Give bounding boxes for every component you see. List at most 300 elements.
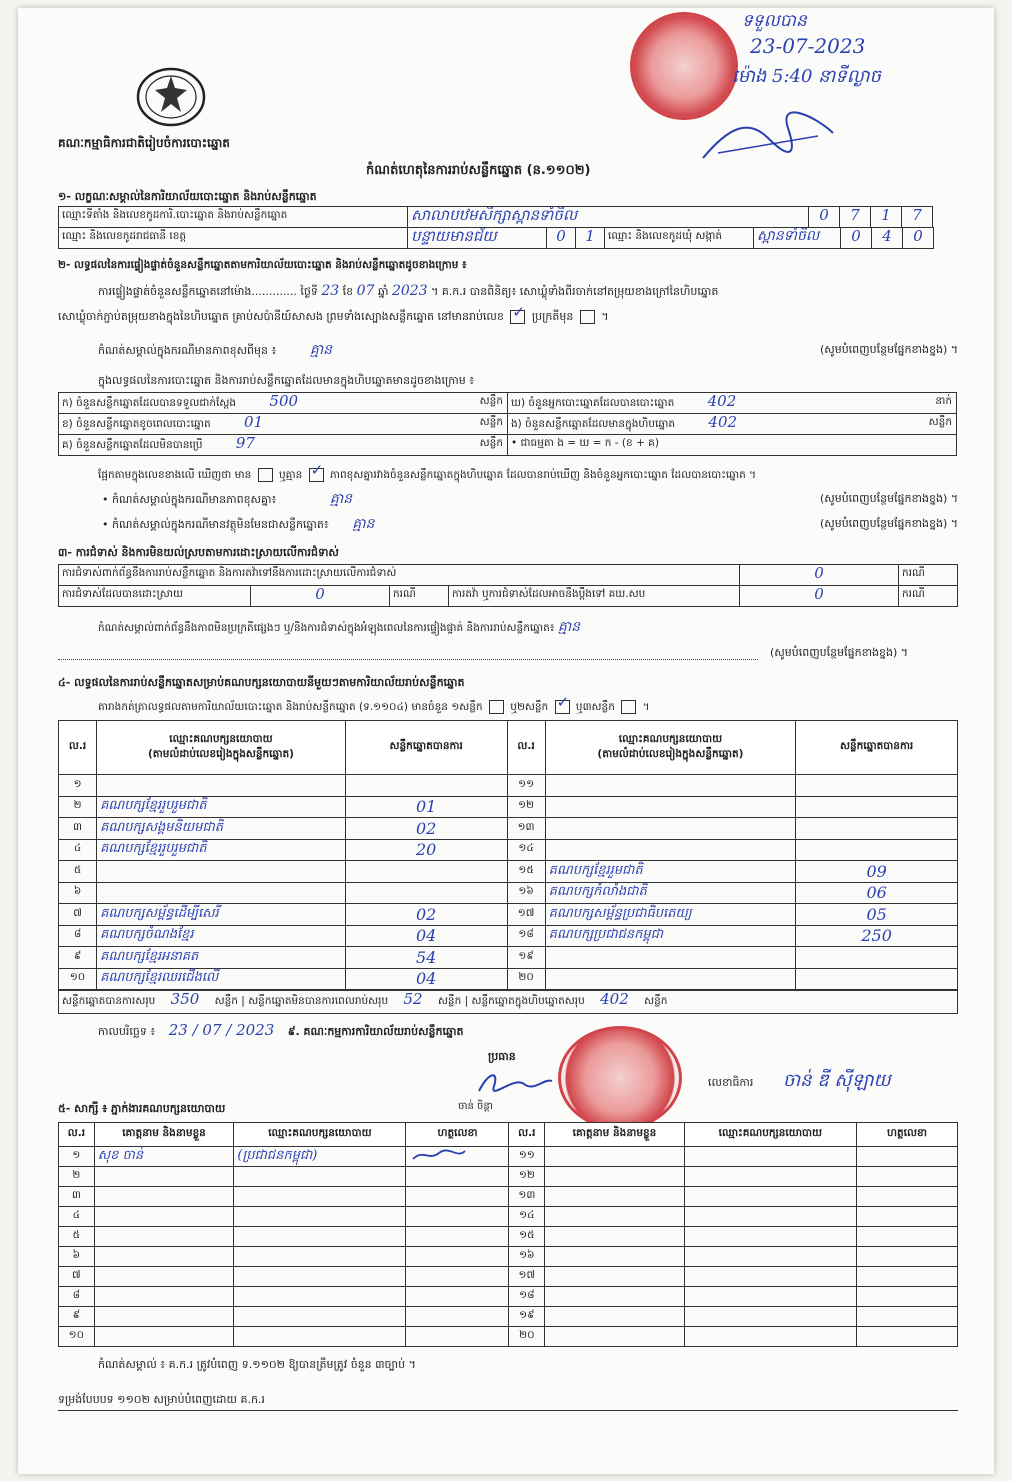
- w-col-sign-right: ហត្ថលេខា: [856, 1123, 957, 1147]
- s2-row-b: [58, 413, 508, 435]
- witness-no: ២: [59, 1167, 95, 1187]
- s2-p5-c: ភាពខុសគ្នារវាងចំនួនសន្លឹកឆ្នោតក្នុងហិបឆ្នោត ដែលបានរាប់ឃើញ និងចំនួនអ្នកបោះឆ្នោត ដែលបានបោះឆ្នោត ។: [330, 469, 757, 481]
- footer-rule: [58, 1410, 958, 1411]
- s4-total3-unit: សន្លឹក: [644, 995, 668, 1007]
- w-col-no-left: ល.រ: [59, 1123, 95, 1147]
- party-votes: [345, 775, 507, 797]
- col-party-right-title: ឈ្មោះគណបក្សនយោបាយ: [618, 732, 723, 745]
- party-name: [97, 861, 346, 883]
- party-name: [97, 775, 346, 797]
- s2-row-a-value: 500: [269, 392, 299, 410]
- s2-b1-text: • កំណត់សម្គាល់ក្នុងករណីមានភាពខុសគ្នា៖: [102, 493, 277, 506]
- stamp-note-time: ម៉ោង 5:40 នាទីល្ងាច: [732, 66, 881, 87]
- witness-party: [684, 1147, 856, 1167]
- party-votes: 09: [796, 861, 958, 883]
- witness-party: [684, 1167, 856, 1187]
- s4-total1-label: សន្លឹកឆ្នោតបានការសរុប: [62, 995, 156, 1007]
- witness-no: ២០: [509, 1327, 545, 1347]
- s2-p1-b: ខែ: [342, 285, 354, 298]
- s3-r1-value: 0: [739, 564, 899, 586]
- s3-r1-label: ការជំទាស់ពាក់ព័ន្ធនឹងការរាប់សន្លឹកឆ្នោត និងការតវ៉ាទៅនឹងការដោះស្រាយលើការជំទាស់: [58, 564, 740, 586]
- s1-code-4: 7: [901, 206, 933, 228]
- witness-party: [234, 1207, 406, 1227]
- witness-party: [684, 1287, 856, 1307]
- witness-no: ១២: [509, 1167, 545, 1187]
- row-no: ១៥: [507, 861, 545, 883]
- table-row: [59, 947, 958, 969]
- witness-no: ៦: [59, 1247, 95, 1267]
- s1-row1-value: សាលាបឋមសិក្សាស្ពានទាំចិល: [411, 206, 578, 224]
- s2-row-e-unit: សន្លឹក: [928, 416, 952, 428]
- witness-no: ៩: [59, 1307, 95, 1327]
- table-row: [59, 818, 958, 840]
- s3-r2-value2: 0: [739, 585, 899, 607]
- witness-signature: [856, 1287, 957, 1307]
- witness-party: [234, 1227, 406, 1247]
- witness-signature: [406, 1307, 509, 1327]
- section1-title: ១- លក្ខណៈសម្គាល់នៃការិយាល័យបោះឆ្នោត និងរាប់សន្លឹកឆ្នោត: [58, 190, 317, 203]
- witness-party: [234, 1247, 406, 1267]
- col-no-right: ល.រ: [507, 721, 545, 775]
- row-no: ៨: [59, 925, 97, 947]
- row-no: ៩: [59, 947, 97, 969]
- party-name: [545, 968, 796, 990]
- s1-row2-label: ឈ្មោះ និងលេខកូដរាជធានី ខេត្ត: [58, 227, 408, 249]
- s2-day: 23: [321, 283, 340, 299]
- w-col-party-left: ឈ្មោះគណបក្សនយោបាយ: [234, 1123, 406, 1147]
- s3-dotted-line: [58, 658, 758, 660]
- witness-name: [545, 1147, 685, 1167]
- s1-commune-code-2: 4: [871, 227, 903, 249]
- party-name: [545, 947, 796, 969]
- s2-abnormal-checkbox[interactable]: [580, 310, 595, 324]
- col-votes-left: សន្លឹកឆ្នោតបានការ: [345, 721, 507, 775]
- party-votes: [796, 775, 958, 797]
- party-results-table: [58, 720, 958, 990]
- section2-title: ២- លទ្ធផលនៃការផ្ទៀងផ្ទាត់ចំនួនសន្លឹកឆ្នោតតាមការិយាល័យបោះឆ្នោត និងរាប់សន្លឹកឆ្នោតដូចខាងក្រោម ៖: [58, 259, 467, 271]
- s1-row2-value: បន្ទាយមានជ័យ: [411, 227, 497, 245]
- s2-row-d-value: 402: [707, 392, 737, 410]
- official-seal: [630, 12, 738, 120]
- witness-party: [234, 1287, 406, 1307]
- s1-code-1: 0: [808, 206, 840, 228]
- witness-row: [59, 1187, 958, 1207]
- stamp-note-date: 23-07-2023: [750, 34, 866, 58]
- witness-signature: [856, 1147, 957, 1167]
- s4-total1-unit: សន្លឹក: [214, 995, 238, 1007]
- table-row: [59, 968, 958, 990]
- s3-note-value: គ្មាន: [557, 619, 581, 635]
- witness-no: ១៤: [509, 1207, 545, 1227]
- s2-formula: • ជាធម្មតា ង = ឃ = ក - (ខ + គ): [507, 434, 957, 456]
- row-no: ១៣: [507, 818, 545, 840]
- s1-province-code-2: 1: [575, 227, 605, 249]
- s2-row-b-value: 01: [244, 413, 264, 431]
- s2-p1-c: ឆ្នាំ: [377, 285, 389, 298]
- witness-row: [59, 1267, 958, 1287]
- w-col-no-right: ល.រ: [509, 1123, 545, 1147]
- s4-intro-text: តារាងកត់ត្រាលទ្ធផលតាមការិយាល័យបោះឆ្នោត និងរាប់សន្លឹកឆ្នោត (ទ.១១០៤) មានចំនួន ១សន្លឹក: [98, 701, 483, 713]
- party-votes: 04: [345, 968, 507, 990]
- witness-name: [545, 1187, 685, 1207]
- party-votes: [796, 818, 958, 840]
- table-row: [59, 775, 958, 797]
- party-name: គណបក្សសង្គមនិយមជាតិ: [97, 818, 346, 840]
- witness-no: ១៥: [509, 1227, 545, 1247]
- witness-row: [59, 1227, 958, 1247]
- party-votes: [796, 839, 958, 861]
- s2-row-d: [507, 392, 957, 414]
- w-col-party-right: ឈ្មោះគណបក្សនយោបាយ: [684, 1123, 856, 1147]
- table-row: [59, 861, 958, 883]
- s2-p5-b: ឬគ្មាន: [279, 469, 303, 481]
- party-name: គណបក្សកំលាំងជាតិ: [545, 882, 796, 904]
- witness-signature: [856, 1227, 957, 1247]
- s1-row1-value-cell: [407, 206, 809, 228]
- witness-name: [94, 1287, 234, 1307]
- chair-name: ចាន់ ចិន្តា: [458, 1101, 493, 1112]
- party-votes: 06: [796, 882, 958, 904]
- s2-p3-text: កំណត់សម្គាល់ក្នុងករណីមានភាពខុសពីមុន ៖: [98, 344, 277, 357]
- witness-signature: [856, 1307, 957, 1327]
- s4-opt3: ឬ៣សន្លឹក: [575, 701, 615, 713]
- document-sheet: [18, 8, 994, 1474]
- witness-party: [684, 1307, 856, 1327]
- row-no: ២: [59, 796, 97, 818]
- witness-no: ១៨: [509, 1287, 545, 1307]
- witness-no: ៤: [59, 1207, 95, 1227]
- witness-party: [684, 1267, 856, 1287]
- witness-party: [234, 1327, 406, 1347]
- witness-signature: [406, 1147, 509, 1167]
- s4-3sheet-checkbox[interactable]: [621, 700, 636, 714]
- witness-party: [684, 1207, 856, 1227]
- s1-row1-label: ឈ្មោះទីតាំង និងលេខកូដការិ.បោះឆ្នោត និងរាប់សន្លឹកឆ្នោត: [58, 206, 408, 228]
- witness-signature: [406, 1267, 509, 1287]
- party-votes: [796, 796, 958, 818]
- stamp-note-received: ទទួលបាន: [742, 11, 807, 31]
- table-row: [59, 904, 958, 926]
- witness-no: ១៦: [509, 1247, 545, 1267]
- party-votes: 01: [345, 796, 507, 818]
- s3-r2-label: ការជំទាស់ដែលបានដោះស្រាយ: [58, 585, 251, 607]
- s4-opt2: ឬ២សន្លឹក: [510, 701, 549, 713]
- col-no-left: ល.រ: [59, 721, 97, 775]
- s3-r2-label2: ការតវ៉ា ឬការជំទាស់ដែលអាចនឹងប្តឹងទៅ គឃ.សប: [448, 585, 740, 607]
- party-name: [545, 839, 796, 861]
- witness-no: ៥: [59, 1227, 95, 1247]
- witness-name: [94, 1327, 234, 1347]
- row-no: ២០: [507, 968, 545, 990]
- party-votes: [796, 968, 958, 990]
- witness-signature: [406, 1227, 509, 1247]
- witness-name: [94, 1187, 234, 1207]
- w-col-name-right: គោត្តនាម និងនាមខ្លួន: [545, 1123, 685, 1147]
- official-seal-bottom: [558, 1026, 682, 1130]
- s2-row-e: [507, 413, 957, 435]
- witness-name: [94, 1267, 234, 1287]
- party-votes: 250: [796, 925, 958, 947]
- witness-row: [59, 1287, 958, 1307]
- table-row: [59, 925, 958, 947]
- row-no: ១១: [507, 775, 545, 797]
- party-results-body: [59, 775, 958, 990]
- s2-row-a-label: ក) ចំនួនសន្លឹកឆ្នោតដែលបានទទួលជាក់ស្តែង: [62, 397, 237, 409]
- s4-total3-label: សន្លឹកឆ្នោតក្នុងហិបឆ្នោតសរុប: [471, 995, 585, 1007]
- witness-signature: [856, 1267, 957, 1287]
- witness-row: [59, 1207, 958, 1227]
- witness-name: [545, 1167, 685, 1187]
- party-name: [97, 882, 346, 904]
- s3-note: [98, 620, 580, 635]
- witness-table-body: [59, 1147, 958, 1347]
- col-party-right: [545, 721, 796, 775]
- s2-row-a: [58, 392, 508, 414]
- s2-b2-value: គ្មាន: [352, 516, 375, 532]
- witness-name: [94, 1167, 234, 1187]
- witness-name: [545, 1207, 685, 1227]
- s4-2sheet-checkbox[interactable]: [555, 700, 570, 714]
- table-row: [59, 882, 958, 904]
- col-party-left-title: ឈ្មោះគណបក្សនយោបាយ: [169, 732, 273, 745]
- witness-name: [545, 1287, 685, 1307]
- s2-row-d-label: ឃ) ចំនួនអ្នកបោះឆ្នោតដែលបានបោះឆ្នោត: [511, 397, 675, 409]
- col-votes-right: សន្លឹកឆ្នោតបានការ: [796, 721, 958, 775]
- s4-total2: 52: [403, 990, 423, 1008]
- s4-intro: តារាងកត់ត្រាលទ្ធផលតាមការិយាល័យបោះឆ្នោត និងរាប់សន្លឹកឆ្នោត (ទ.១១០៤) មានចំនួន ១សន្លឹក ឬ២សន្លឹក ✓ ឬ៣សន្លឹក ។: [98, 700, 650, 714]
- witness-no: ៧: [59, 1267, 95, 1287]
- s2-p2-text: សោឃ្លុំចាក់ភ្ជាប់តម្រុយខាងក្នុងនៃហិបឆ្នោត គ្រាប់សប៉ានីយ៍សាសង ព្រមទាំងស្បោងសន្លឹកឆ្នោត នៅមានរាប់លេខ: [58, 310, 504, 323]
- s4-closing-date: 23 / 07 / 2023: [168, 1021, 275, 1039]
- s2-b2-end: (សូមបំពេញបន្ថែមផ្នែកខាងខ្នង) ។: [819, 517, 958, 530]
- witness-no: ១១: [509, 1147, 545, 1167]
- s2-p2: សោឃ្លុំចាក់ភ្ជាប់តម្រុយខាងក្នុងនៃហិបឆ្នោត គ្រាប់សប៉ានីយ៍សាសង ព្រមទាំងស្បោងសន្លឹកឆ្នោត នៅមានរាប់លេខ ✓ ប្រក្រតីមុន ។: [58, 310, 609, 324]
- witness-name: [545, 1227, 685, 1247]
- witness-party: (ប្រជាជនកម្ពុជា): [234, 1147, 406, 1167]
- s2-p1-a: ការផ្ទៀងផ្ទាត់ចំនួនសន្លឹកឆ្នោតនៅម៉ោង............. ថ្ងៃទី: [98, 285, 318, 298]
- col-party-left: [97, 721, 346, 775]
- witness-table: [58, 1122, 958, 1347]
- party-votes: [345, 861, 507, 883]
- party-name: គណបក្សខ្មែររួបរួមជាតិ: [97, 839, 346, 861]
- table-row: [59, 796, 958, 818]
- section5-title: ៥- សាក្សី ៖ ភ្នាក់ងារគណបក្សនយោបាយ: [58, 1102, 226, 1115]
- s2-p3-end: (សូមបំពេញបន្ថែមផ្នែកខាងខ្នង) ។: [819, 343, 958, 356]
- party-votes: 54: [345, 947, 507, 969]
- party-name: [545, 796, 796, 818]
- witness-signature: [856, 1247, 957, 1267]
- witness-party: [234, 1167, 406, 1187]
- table-row: [59, 839, 958, 861]
- witness-no: ១៣: [509, 1187, 545, 1207]
- s2-b1-end: (សូមបំពេញបន្ថែមផ្នែកខាងខ្នង) ។: [819, 492, 958, 505]
- party-votes: [796, 947, 958, 969]
- s4-1sheet-checkbox[interactable]: [489, 700, 504, 714]
- s3-r2-unit2: ករណី: [898, 585, 958, 607]
- witness-name: សុខ ចាន់: [94, 1147, 234, 1167]
- col-party-right-sub: (តាមលំដាប់លេខរៀងក្នុងសន្លឹកឆ្នោត): [597, 747, 744, 760]
- witness-no: ១៧: [509, 1267, 545, 1287]
- s1-code-2: 7: [839, 206, 871, 228]
- secretary-name: ចាន់ ឌី ស៊ីឡាយ: [783, 1070, 891, 1091]
- s3-r2-value: 0: [250, 585, 390, 607]
- s1-commune-code-1: 0: [840, 227, 872, 249]
- row-no: ១: [59, 775, 97, 797]
- row-no: ៤: [59, 839, 97, 861]
- signature-top: [698, 108, 838, 168]
- s4-totals: សន្លឹកឆ្នោតបានការសរុប 350 សន្លឹក | សន្លឹកឆ្នោតមិនបានការពេលរាប់សរុប 52 សន្លឹក | សន្លឹកឆ្នោតក្នុងហិបឆ្នោតសរុប 402 សន្លឹក: [58, 990, 958, 1014]
- row-no: ១៧: [507, 904, 545, 926]
- footer-form: ទម្រង់បែបបទ ១១០២ សម្រាប់បំពេញដោយ គ.ក.រ: [58, 1393, 265, 1406]
- s2-row-e-label: ង) ចំនួនសន្លឹកឆ្នោតដែលមានក្នុងហិបឆ្នោត: [511, 418, 676, 430]
- page-title: កំណត់ហេតុនៃការរាប់សន្លឹកឆ្នោត (ន.១១០២): [366, 163, 591, 178]
- witness-signature: [856, 1187, 957, 1207]
- s2-year: 2023: [391, 283, 428, 299]
- s2-b2: [102, 517, 958, 532]
- witness-no: ៣: [59, 1187, 95, 1207]
- s2-p2-opt1: ប្រក្រតីមុន: [531, 310, 574, 323]
- row-no: ៧: [59, 904, 97, 926]
- witness-party: [234, 1307, 406, 1327]
- secretary-label: លេខាធិការ: [708, 1076, 754, 1089]
- row-no: ១២: [507, 796, 545, 818]
- witness-no: ៨: [59, 1287, 95, 1307]
- s1-row2-value2-cell: [753, 227, 841, 249]
- witness-row: [59, 1167, 958, 1187]
- s3-note-text: កំណត់សម្គាល់ពាក់ព័ន្ធនឹងភាពមិនប្រក្រតីផ្សេងៗ ឬ/និងការជំទាស់ក្នុងអំឡុងពេលនៃការផ្ទៀងផ្ទាត់ និងការរាប់សន្លឹកឆ្នោត៖: [98, 622, 555, 634]
- s2-p5-text: ផ្អែកតាមក្នុងលេខខាងលើ ឃើញថា មាន: [98, 469, 252, 481]
- witness-party: [684, 1327, 856, 1347]
- s2-row-c: [58, 434, 508, 456]
- s2-row-c-value: 97: [235, 434, 255, 452]
- party-votes: 02: [345, 818, 507, 840]
- witness-name: [545, 1327, 685, 1347]
- party-votes: [345, 882, 507, 904]
- s4-total2-label: សន្លឹកឆ្នោតមិនបានការពេលរាប់សរុប: [248, 995, 389, 1007]
- s1-row2-value2: ស្ពានទាំចិល: [757, 228, 820, 244]
- party-name: គណបក្សសម្ព័ន្ធដើម្បីសេរី: [97, 904, 346, 926]
- w-col-name-left: គោត្តនាម និងនាមខ្លួន: [94, 1123, 234, 1147]
- party-name: គណបក្សខ្មែររួបរួមជាតិ: [97, 796, 346, 818]
- s1-province-code-1: 0: [546, 227, 576, 249]
- party-name: [545, 775, 796, 797]
- witness-signature: [406, 1327, 509, 1347]
- witness-name: [94, 1307, 234, 1327]
- party-votes: 04: [345, 925, 507, 947]
- party-votes: 02: [345, 904, 507, 926]
- s4-total3: 402: [600, 990, 629, 1008]
- party-name: គណបក្សសម្ព័ន្ធប្រជាធិបតេយ្យ: [545, 904, 796, 926]
- s2-has-diff-checkbox[interactable]: [258, 468, 273, 482]
- s2-p5: [98, 468, 756, 482]
- footer-note: កំណត់សម្គាល់ ៖ គ.ក.រ ត្រូវបំពេញ ទ.១១០២ ឱ្យបានត្រឹមត្រូវ ចំនួន ៣ច្បាប់ ។: [98, 1358, 416, 1371]
- s1-row2-value-cell: [407, 227, 547, 249]
- s1-commune-code-3: 0: [902, 227, 934, 249]
- emblem-logo: [135, 66, 207, 128]
- s2-p3-value: គ្មាន: [309, 342, 333, 358]
- witness-party: [234, 1267, 406, 1287]
- s2-p4: ក្នុងលទ្ធផលនៃការបោះឆ្នោត និងការរាប់សន្លឹកឆ្នោតដែលមានក្នុងហិបឆ្នោតមានដូចខាងក្រោម ៖: [98, 374, 475, 387]
- s1-code-3: 1: [870, 206, 902, 228]
- party-name: គណបក្សចំណងខ្មែរ: [97, 925, 346, 947]
- witness-signature: [856, 1167, 957, 1187]
- s2-no-diff-checkbox[interactable]: [309, 468, 324, 482]
- witness-no: ១: [59, 1147, 95, 1167]
- s2-b1: [102, 492, 958, 507]
- party-votes: 05: [796, 904, 958, 926]
- s2-normal-checkbox[interactable]: [510, 310, 525, 324]
- witness-signature: [406, 1167, 509, 1187]
- row-no: ៦: [59, 882, 97, 904]
- s2-row-b-unit: សន្លឹក: [479, 416, 503, 428]
- s2-row-c-label: គ) ចំនួនសន្លឹកឆ្នោតដែលមិនបានប្រើ: [62, 439, 203, 451]
- s2-p3: [98, 343, 958, 358]
- witness-signature-mark: [409, 1147, 469, 1163]
- witness-no: ១៩: [509, 1307, 545, 1327]
- s3-r2-unit: ករណី: [389, 585, 449, 607]
- witness-signature: [856, 1207, 957, 1227]
- s3-note-end: (សូមបំពេញបន្ថែមផ្នែកខាងខ្នង) ។: [770, 646, 909, 659]
- party-name: គណបក្សខ្មែរឈរជើងលើ: [97, 968, 346, 990]
- w-col-sign-left: ហត្ថលេខា: [406, 1123, 509, 1147]
- col-party-left-sub: (តាមលំដាប់លេខរៀងក្នុងសន្លឹកឆ្នោត): [147, 747, 294, 760]
- row-no: ៥: [59, 861, 97, 883]
- witness-name: [545, 1307, 685, 1327]
- s2-row-d-unit: នាក់: [935, 395, 952, 407]
- witness-row: [59, 1147, 958, 1167]
- witness-party: [684, 1247, 856, 1267]
- witness-no: ១០: [59, 1327, 95, 1347]
- s4-closing-committee: ៩. គណៈកម្មការការិយាល័យរាប់សន្លឹកឆ្នោត: [287, 1025, 464, 1038]
- witness-signature: [406, 1287, 509, 1307]
- witness-party: [234, 1187, 406, 1207]
- witness-signature: [406, 1207, 509, 1227]
- s2-row-b-label: ខ) ចំនួនសន្លឹកឆ្នោតខូចពេលបោះឆ្នោត: [62, 418, 211, 430]
- chair-label: ប្រធាន: [488, 1050, 516, 1063]
- witness-row: [59, 1307, 958, 1327]
- s3-r1-unit: ករណី: [898, 564, 958, 586]
- s2-p1: [98, 284, 718, 299]
- witness-row: [59, 1247, 958, 1267]
- witness-name: [94, 1227, 234, 1247]
- org-name: គណៈកម្មាធិការជាតិរៀបចំការបោះឆ្នោត: [58, 136, 230, 150]
- party-name: គណបក្សប្រជាជនកម្ពុជា: [545, 925, 796, 947]
- s2-p1-d: ។ គ.ក.រ បានពិនិត្យ៖ សោឃ្លុំទាំងពីរចាក់នៅតម្រុយខាងក្រៅនៃហិបឆ្នោត: [431, 285, 719, 298]
- s2-row-c-unit: សន្លឹក: [479, 437, 503, 449]
- s4-closing-label: កាលបរិច្ឆេទ ៖: [98, 1025, 156, 1038]
- row-no: ១៦: [507, 882, 545, 904]
- witness-name: [545, 1267, 685, 1287]
- chair-signature: [474, 1066, 554, 1096]
- witness-name: [94, 1247, 234, 1267]
- s2-b1-value: គ្មាន: [329, 491, 353, 507]
- witness-party: [684, 1227, 856, 1247]
- s4-total2-unit: សន្លឹក: [437, 995, 462, 1007]
- s4-total1: 350: [170, 990, 200, 1008]
- s4-closing: [98, 1023, 463, 1039]
- party-votes: 20: [345, 839, 507, 861]
- row-no: ១៩: [507, 947, 545, 969]
- s2-row-e-value: 402: [708, 413, 738, 431]
- party-name: [545, 818, 796, 840]
- row-no: ១៤: [507, 839, 545, 861]
- section4-title: ៤- លទ្ធផលនៃការរាប់សន្លឹកឆ្នោតសម្រាប់គណបក្សនយោបាយនីមួយៗតាមការិយាល័យរាប់សន្លឹកឆ្នោត: [58, 676, 465, 689]
- witness-row: [59, 1327, 958, 1347]
- s2-b2-text: • កំណត់សម្គាល់ក្នុងករណីមានវត្ថុមិនមែនជាសន្លឹកឆ្នោត៖: [102, 518, 329, 531]
- party-name: គណបក្សខ្មែររួមជាតិ: [545, 861, 796, 883]
- witness-party: [684, 1187, 856, 1207]
- row-no: ១០: [59, 968, 97, 990]
